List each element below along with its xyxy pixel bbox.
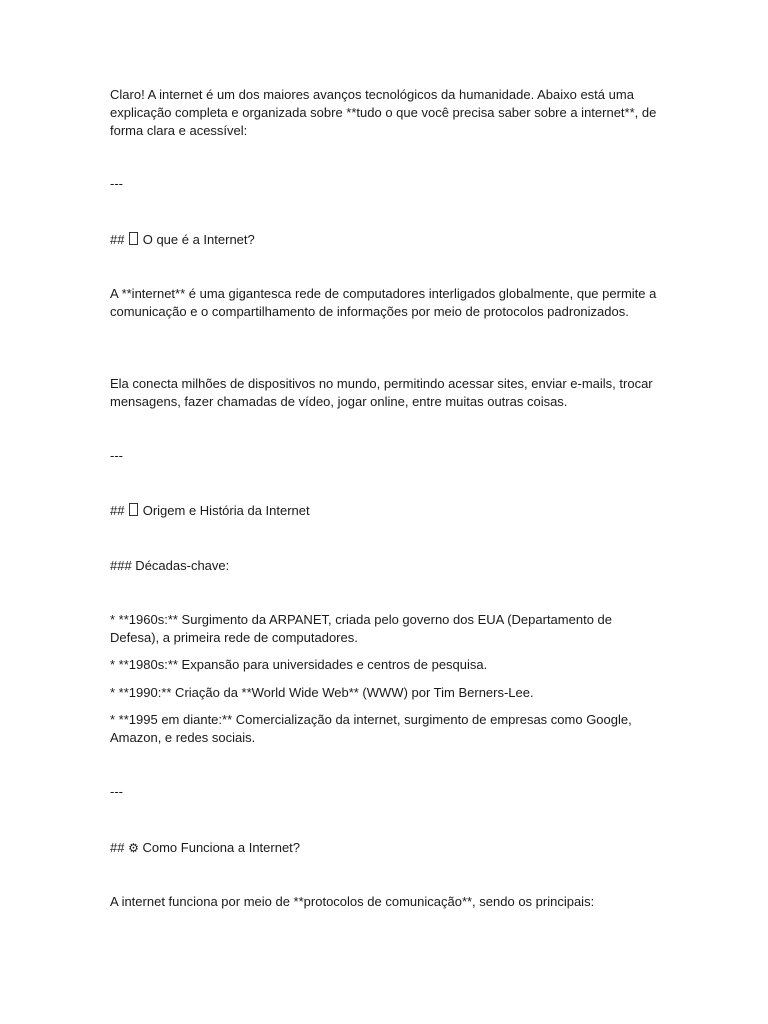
list-item: * **1960s:** Surgimento da ARPANET, criada pelo governo dos EUA (Departamento de Defesa), a primeira rede de computadores. (110, 612, 612, 645)
section-heading-how-it-works (110, 839, 660, 857)
list-item: * **1980s:** Expansão para universidades e centros de pesquisa. (110, 657, 488, 672)
gear-icon: ⚙ (128, 841, 139, 855)
scroll-icon (129, 503, 138, 516)
heading-title: Origem e História da Internet (142, 503, 310, 518)
separator-2: --- (110, 448, 123, 463)
list-item: * **1995 em diante:** Comercialização da internet, surgimento de empresas como Google, Amazon, e redes sociais. (110, 712, 632, 745)
heading-title: O que é a Internet? (142, 232, 255, 247)
list-item: * **1990:** Criação da **World Wide Web** (WWW) por Tim Berners-Lee. (110, 685, 534, 700)
protocols-paragraph: A internet funciona por meio de **protocolos de comunicação**, sendo os principais: (110, 894, 595, 909)
connection-paragraph: Ela conecta milhões de dispositivos no mundo, permitindo acessar sites, enviar e-mails, trocar mensagens, fazer chamadas de vídeo, jogar online, entre muitas outras coisas. (110, 376, 653, 409)
section-heading-history (110, 502, 660, 520)
definition-paragraph: A **internet** é uma gigantesca rede de computadores interligados globalmente, que permite a comunicação e o compartilhamento de informações por meio de protocolos padronizados. (110, 286, 657, 319)
subheading-decades: ### Décadas-chave: (110, 558, 230, 573)
separator-3: --- (110, 784, 123, 799)
heading-hashes: ## (110, 503, 125, 518)
globe-icon (129, 232, 138, 245)
separator-1: --- (110, 176, 123, 191)
heading-hashes: ## (110, 840, 125, 855)
heading-title: Como Funciona a Internet? (142, 840, 301, 855)
section-heading-what-is (110, 231, 660, 249)
intro-paragraph: Claro! A internet é um dos maiores avanços tecnológicos da humanidade. Abaixo está uma explicação completa e organizada sobre **tudo o que você precisa saber sobre a internet**, de forma clara e acessível: (110, 87, 657, 138)
heading-hashes: ## (110, 232, 125, 247)
